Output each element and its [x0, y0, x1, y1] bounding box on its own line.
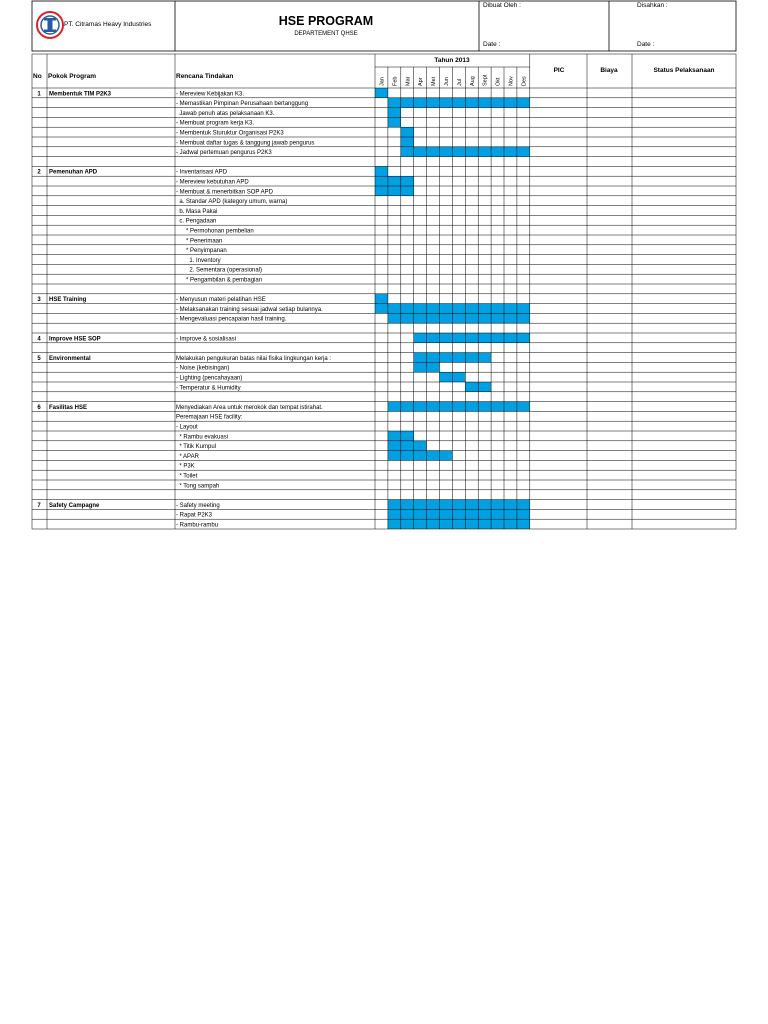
month-label-apr: Apr — [418, 77, 425, 86]
gantt-cell — [401, 98, 414, 108]
gantt-cell — [452, 147, 465, 157]
gantt-cell — [375, 166, 388, 176]
gantt-cell — [478, 313, 491, 323]
table-row — [176, 258, 221, 264]
gantt-cell — [401, 186, 414, 196]
gantt-cell — [504, 304, 517, 314]
gantt-cell — [517, 500, 530, 510]
gantt-cell — [440, 353, 453, 363]
table-row — [176, 199, 287, 205]
gantt-cell — [388, 441, 401, 451]
gantt-cell — [414, 500, 427, 510]
col-no-header: No — [33, 73, 42, 80]
gantt-cell — [414, 333, 427, 343]
gantt-cell — [427, 304, 440, 314]
rencana-tindakan: - Mengevaluasi pencapaian hasil training. — [176, 316, 287, 323]
rencana-tindakan: - Mereview Kebijakan K3. — [176, 91, 245, 98]
gantt-cell — [401, 137, 414, 147]
gantt-cell — [388, 304, 401, 314]
gantt-cell — [517, 313, 530, 323]
month-label-jan: Jan — [379, 77, 386, 86]
gantt-cell — [517, 519, 530, 529]
gantt-cell — [465, 313, 478, 323]
gantt-cell — [427, 500, 440, 510]
table-row — [176, 121, 254, 127]
table-row — [176, 317, 287, 323]
gantt-cell — [452, 333, 465, 343]
table-row — [37, 356, 331, 362]
table-row — [176, 111, 275, 117]
table-row — [176, 366, 229, 372]
gantt-cell — [401, 451, 414, 461]
gantt-cell — [465, 509, 478, 519]
gantt-cell — [478, 353, 491, 363]
gantt-cell — [427, 333, 440, 343]
date-label-prepared: Date : — [483, 41, 501, 48]
year-header: Tahun 2013 — [434, 57, 470, 64]
pokok-program: Safety Campagne — [49, 502, 100, 509]
rencana-tindakan: - Melaksanakan training sesuai jadwal setiap bulannya. — [176, 306, 323, 313]
rencana-tindakan: - Safety meeting — [176, 502, 220, 509]
pokok-program: Improve HSE SOP — [49, 336, 101, 343]
rencana-tindakan: * APAR — [176, 453, 199, 460]
gantt-cell — [427, 519, 440, 529]
table-row — [176, 523, 218, 529]
gantt-cell — [401, 147, 414, 157]
gantt-cell — [427, 451, 440, 461]
gantt-cell — [401, 313, 414, 323]
gantt-cell — [414, 147, 427, 157]
rencana-tindakan: - Lighting (pencahayaan) — [176, 375, 243, 382]
gantt-cell — [414, 313, 427, 323]
gantt-cell — [414, 304, 427, 314]
month-label-nov: Nov — [508, 76, 515, 86]
rencana-tindakan: - Rapat P2K3 — [176, 512, 213, 519]
month-label-sept: Sept — [482, 74, 489, 86]
table-row — [176, 248, 227, 254]
gantt-cell — [401, 176, 414, 186]
gantt-cell — [388, 117, 401, 127]
rencana-tindakan: - Inventarisasi APD — [176, 169, 228, 176]
table-row — [176, 101, 308, 107]
pokok-program: Membentuk TIM P2K3 — [49, 91, 112, 98]
col-status-header: Status Pelaksanaan — [653, 67, 715, 74]
rencana-tindakan: - Temperatur & Humidity — [176, 385, 241, 392]
gantt-cell — [440, 313, 453, 323]
table-row — [176, 425, 198, 431]
gantt-cell — [478, 509, 491, 519]
month-label-feb: Feb — [392, 76, 399, 86]
month-label-jun: Jun — [443, 77, 450, 86]
table-row — [176, 513, 213, 519]
month-labels — [379, 74, 527, 86]
rencana-tindakan: - Membuat program kerja K3. — [176, 120, 255, 127]
gantt-cell — [440, 519, 453, 529]
gantt-cell — [440, 372, 453, 382]
table-row — [176, 385, 241, 391]
table-row — [176, 268, 262, 274]
gantt-cell — [465, 353, 478, 363]
gantt-cell — [427, 362, 440, 372]
rencana-tindakan: Menyediakan Area untuk merokok dan tempat istirahat. — [176, 404, 323, 411]
gantt-cell — [440, 98, 453, 108]
table-grid — [32, 54, 736, 529]
gantt-cell — [427, 98, 440, 108]
gantt-cell — [478, 402, 491, 412]
gantt-cell — [517, 509, 530, 519]
rencana-tindakan: a. Standar APD (kategory umum, warna) — [176, 199, 288, 206]
gantt-cell — [427, 353, 440, 363]
gantt-cell — [388, 431, 401, 441]
gantt-cell — [504, 509, 517, 519]
gantt-cell — [440, 402, 453, 412]
row-number: 6 — [37, 404, 41, 411]
table-row — [176, 307, 323, 313]
table-row — [176, 238, 222, 244]
pokok-program: Fasilitas HSE — [49, 404, 88, 411]
gantt-cell — [504, 313, 517, 323]
gantt-cell — [375, 88, 388, 98]
rencana-tindakan: 1. Inventory — [176, 257, 221, 264]
table-row — [176, 209, 217, 215]
rencana-tindakan: - Memastikan Pimpinan Perusahaan bertanggung — [176, 101, 309, 108]
gantt-cell — [427, 313, 440, 323]
gantt-cell — [465, 519, 478, 529]
row-number: 7 — [37, 502, 41, 509]
document-subtitle: DEPARTEMENT QHSE — [294, 31, 358, 37]
gantt-cell — [491, 519, 504, 529]
gantt-cell — [491, 304, 504, 314]
table-rows — [37, 91, 331, 528]
gantt-cell — [517, 98, 530, 108]
table-row — [176, 415, 243, 421]
gantt-cell — [427, 147, 440, 157]
rencana-tindakan: - Membuat & menerbitkan SOP APD — [176, 189, 273, 196]
gantt-cell — [504, 402, 517, 412]
table-row — [37, 91, 244, 97]
gantt-cell — [465, 402, 478, 412]
gantt-cell — [491, 402, 504, 412]
gantt-cell — [427, 402, 440, 412]
rencana-tindakan: * Rambu evakuasi — [176, 434, 229, 441]
gantt-cell — [491, 333, 504, 343]
table-row — [176, 278, 262, 284]
table-row — [37, 170, 227, 176]
gantt-cell — [504, 147, 517, 157]
rencana-tindakan: * Pengambilan & pembagian — [176, 277, 263, 284]
rencana-tindakan: Peremajaan HSE facility: — [176, 414, 243, 421]
pokok-program: Environmental — [49, 355, 91, 362]
gantt-cell — [491, 500, 504, 510]
rencana-tindakan: c. Pengadaan — [176, 218, 217, 225]
table-row — [176, 150, 272, 156]
rencana-tindakan: 2. Sementara (operasional) — [176, 267, 263, 274]
table-row — [37, 503, 219, 509]
gantt-cell — [440, 509, 453, 519]
gantt-cell — [452, 372, 465, 382]
document-title: HSE PROGRAM — [278, 14, 374, 28]
dibuat-oleh-label: Dibuat Oleh : — [483, 2, 521, 9]
rencana-tindakan: b. Masa Pakai — [176, 208, 218, 215]
gantt-cell — [440, 333, 453, 343]
col-pokok-header: Pokok Program — [48, 73, 97, 80]
gantt-cell — [375, 186, 388, 196]
rencana-tindakan: - Membentuk Sturuktur Organisasi P2K3 — [176, 130, 284, 137]
gantt-cell — [414, 98, 427, 108]
gantt-cell — [401, 431, 414, 441]
gantt-cell — [452, 509, 465, 519]
gantt-cell — [401, 402, 414, 412]
gantt-cell — [427, 509, 440, 519]
table-row — [37, 405, 323, 411]
gantt-cell — [491, 98, 504, 108]
gantt-cell — [401, 127, 414, 137]
table-row — [176, 444, 216, 450]
rencana-tindakan: - Menyusun materi pelatihan HSE — [176, 297, 266, 304]
gantt-cell — [452, 519, 465, 529]
gantt-cell — [414, 353, 427, 363]
gantt-cell — [452, 98, 465, 108]
rencana-tindakan: * P3K — [176, 463, 195, 470]
month-label-jul: Jul — [456, 78, 463, 86]
row-number: 3 — [37, 297, 41, 304]
gantt-cell — [478, 519, 491, 529]
gantt-cell — [478, 382, 491, 392]
table-row — [37, 336, 236, 342]
gantt-cell — [478, 98, 491, 108]
gantt-cell — [401, 441, 414, 451]
table-row — [37, 297, 265, 303]
gantt-cell — [414, 362, 427, 372]
company-name: PT. Citramas Heavy Industries — [64, 21, 152, 28]
gantt-cell — [517, 147, 530, 157]
gantt-cell — [414, 451, 427, 461]
gantt-cell — [452, 402, 465, 412]
gantt-cell — [440, 147, 453, 157]
rencana-tindakan: - Rambu-rambu — [176, 522, 219, 529]
gantt-cell — [504, 333, 517, 343]
table-row — [176, 131, 284, 137]
date-label-approved: Date : — [637, 41, 655, 48]
gantt-cell — [375, 176, 388, 186]
pokok-program: Pemenuhan APD — [49, 169, 98, 176]
rencana-tindakan: * Penerimaan — [176, 238, 223, 245]
gantt-cell — [401, 304, 414, 314]
row-number: 5 — [37, 355, 41, 362]
gantt-cell — [388, 500, 401, 510]
gantt-cell — [465, 304, 478, 314]
gantt-cell — [414, 441, 427, 451]
col-pic-header: PIC — [553, 67, 565, 74]
row-number: 1 — [37, 91, 41, 98]
rencana-tindakan: - Mereview kebutuhan APD — [176, 179, 249, 186]
company-logo — [37, 12, 63, 38]
rencana-tindakan: - Improve & sosialisasi — [176, 336, 237, 343]
month-label-aug: Aug — [469, 76, 476, 86]
pokok-program: HSE Training — [49, 297, 87, 304]
gantt-cell — [388, 509, 401, 519]
rencana-tindakan: * Penyimpanan — [176, 248, 227, 255]
gantt-cell — [465, 382, 478, 392]
gantt-cell — [375, 294, 388, 304]
rencana-tindakan: - Layout — [176, 424, 198, 431]
table-row — [176, 219, 216, 225]
table-row — [176, 189, 274, 195]
gantt-cell — [388, 186, 401, 196]
rencana-tindakan: * Toilet — [176, 473, 198, 480]
month-label-mar: Mar — [405, 76, 412, 86]
gantt-cell — [388, 176, 401, 186]
gantt-cell — [375, 304, 388, 314]
gantt-cell — [452, 313, 465, 323]
month-label-mei: Mei — [431, 77, 438, 86]
gantt-cell — [517, 333, 530, 343]
gantt-cell — [465, 98, 478, 108]
gantt-cell — [478, 333, 491, 343]
table-row — [176, 180, 249, 186]
gantt-cell — [388, 108, 401, 118]
gantt-cell — [504, 500, 517, 510]
gantt-cell — [414, 519, 427, 529]
row-number: 4 — [37, 336, 41, 343]
gantt-cell — [388, 313, 401, 323]
gantt-cell — [452, 500, 465, 510]
gantt-cell — [388, 519, 401, 529]
gantt-cell — [440, 451, 453, 461]
table-row — [176, 434, 228, 440]
gantt-cell — [401, 519, 414, 529]
table-row — [176, 140, 314, 146]
table-row — [176, 474, 198, 480]
rencana-tindakan: * Permohonan pembelian — [176, 228, 254, 235]
col-biaya-header: Biaya — [600, 67, 618, 74]
month-label-des: Des — [521, 76, 528, 86]
gantt-cell — [388, 402, 401, 412]
table-row — [176, 464, 195, 470]
month-label-okt: Okt — [495, 77, 502, 86]
gantt-cell — [388, 98, 401, 108]
gantt-cell — [478, 147, 491, 157]
gantt-cell — [478, 500, 491, 510]
gantt-cell — [491, 509, 504, 519]
rencana-tindakan: - Noise (kebisingan) — [176, 365, 230, 372]
gantt-cell — [388, 451, 401, 461]
gantt-cell — [504, 98, 517, 108]
gantt-cell — [414, 402, 427, 412]
gantt-cell — [465, 333, 478, 343]
table-row — [176, 229, 254, 235]
gantt-cell — [517, 402, 530, 412]
gantt-cell — [478, 304, 491, 314]
rencana-tindakan: - Jadwal pertemuan pengurus P2K3 — [176, 150, 272, 157]
gantt-cell — [491, 313, 504, 323]
gantt-cell — [452, 353, 465, 363]
table-header — [33, 57, 715, 80]
gantt-cell — [401, 509, 414, 519]
gantt-cell — [491, 147, 504, 157]
rencana-tindakan: Jawab penuh atas pelaksanaan K3. — [176, 110, 275, 117]
gantt-cell — [452, 304, 465, 314]
disahkan-label: Disahkan : — [637, 2, 668, 9]
col-rencana-header: Rencana Tindakan — [176, 73, 234, 80]
gantt-cell — [517, 304, 530, 314]
table-row — [176, 376, 242, 382]
rencana-tindakan: Melakukan pengukuran batas nilai fisika lingkungan kerja : — [176, 355, 332, 362]
rencana-tindakan: * Tong sampah — [176, 483, 220, 490]
gantt-cell — [401, 500, 414, 510]
row-number: 2 — [37, 169, 41, 176]
gantt-cell — [465, 147, 478, 157]
gantt-cell — [504, 519, 517, 529]
gantt-cell — [440, 304, 453, 314]
table-row — [176, 454, 200, 460]
rencana-tindakan: * Titik Kumpul — [176, 444, 217, 451]
gantt-cell — [465, 500, 478, 510]
table-row — [176, 483, 219, 489]
rencana-tindakan: - Membuat daftar tugas & tanggung jawab pengurus — [176, 140, 315, 147]
gantt-cell — [414, 509, 427, 519]
gantt-cell — [440, 500, 453, 510]
